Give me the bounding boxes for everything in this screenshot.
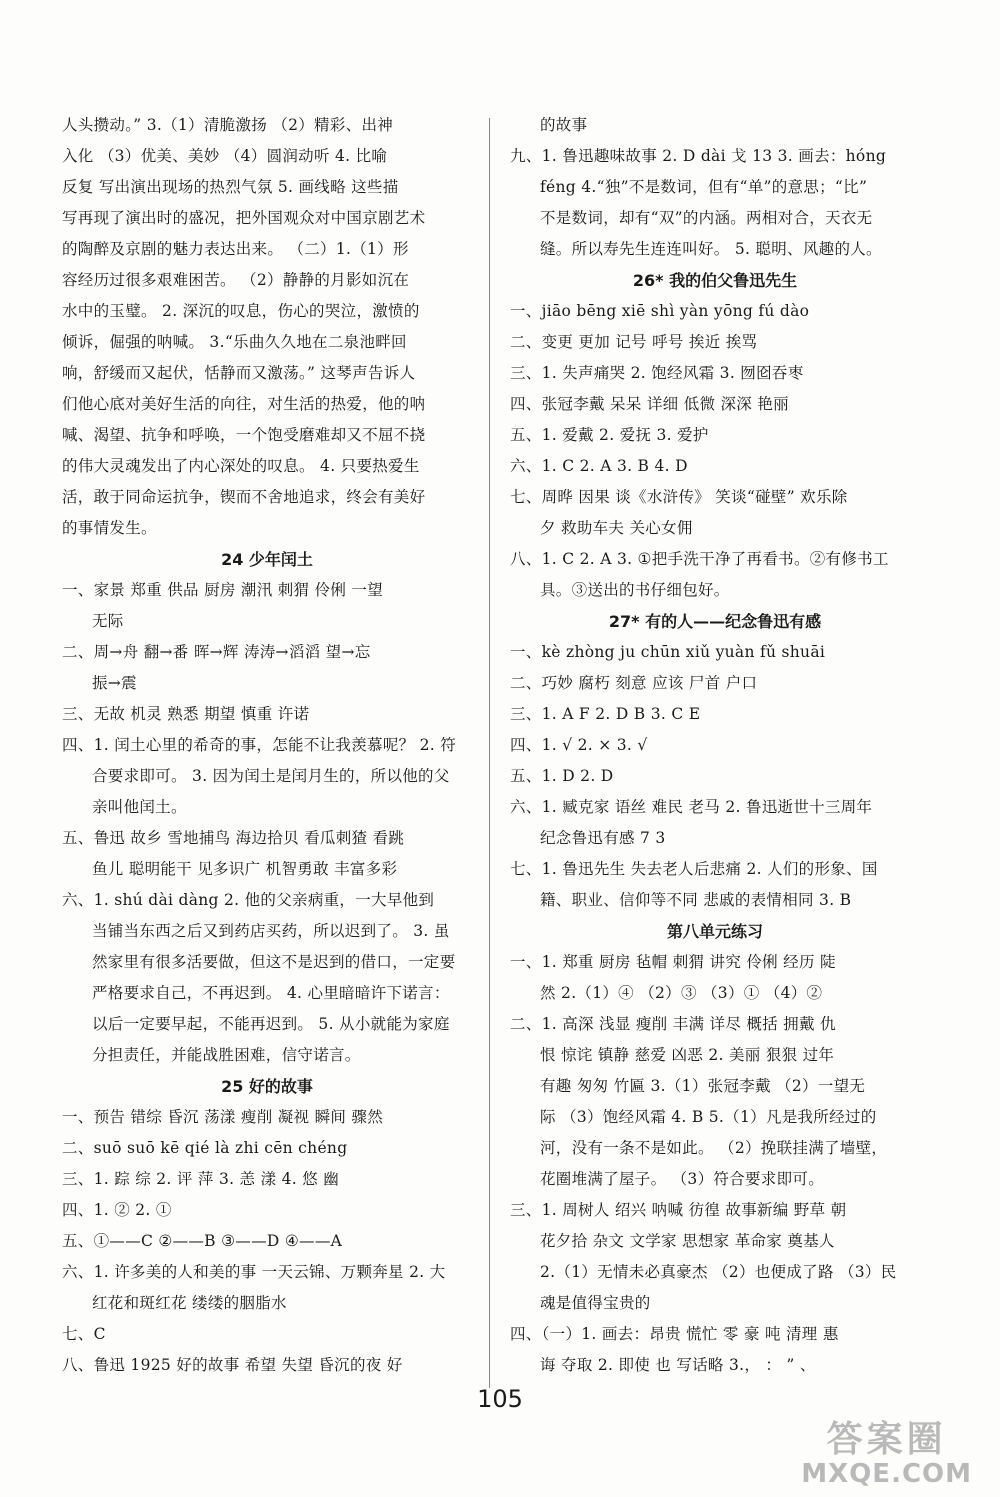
answer-line: féng 4.“独”不是数词，但有“单”的意思；“比” <box>540 178 868 196</box>
watermark-text-url: MXQE.COM <box>801 1459 972 1489</box>
page-number: 105 <box>477 1385 523 1413</box>
answer-line: 诲 夺取 2. 即使 也 写话略 3.， ： ” 、 <box>540 1356 816 1374</box>
watermark-text-cn: 答案圈 <box>826 1419 947 1460</box>
answer-line: 四、1. 闰土心里的希奇的事，怎能不让我羡慕呢？ 2. 符 <box>62 736 457 754</box>
answer-line: 振→震 <box>92 674 137 692</box>
answer-line: 具。③送出的书仔细包好。 <box>540 581 730 599</box>
answer-line: 一、jiāo bēng xiē shì yàn yōng fú dào <box>510 302 810 320</box>
answer-line: 容经历过很多艰难困苦。 （2）静静的月影如沉在 <box>62 271 410 289</box>
answer-line: 四、张冠李戴 呆呆 详细 低微 深深 艳丽 <box>510 395 789 413</box>
answer-line: 六、1. 臧克家 语丝 难民 老马 2. 鲁迅逝世十三周年 <box>510 798 873 816</box>
answer-line: 鱼儿 聪明能干 见多识广 机智勇敢 丰富多彩 <box>92 860 398 878</box>
answer-line: 六、1. 许多美的人和美的事 一天云锦、万颗奔星 2. 大 <box>62 1263 446 1281</box>
answer-line: 合要求即可。 3. 因为闰土是闰月生的，所以他的父 <box>92 767 450 785</box>
answer-line: 以后一定要早起，不能再迟到。 5. 从小就能为家庭 <box>92 1015 450 1033</box>
answer-line: 四、（一）1. 画去：昂贵 慌忙 零 豪 吨 清理 惠 <box>510 1325 839 1343</box>
answer-line: 响，舒缓而又起伏，恬静而又激荡。” 这琴声告诉人 <box>62 364 416 382</box>
answer-line: 水中的玉璧。 2. 深沉的叹息，伤心的哭泣，激愤的 <box>62 302 420 320</box>
answer-line: 七、C <box>62 1325 106 1343</box>
answer-line: 花夕拾 杂文 文学家 思想家 革命家 奠基人 <box>540 1232 835 1250</box>
answer-line: 九、1. 鲁迅趣味故事 2. D dài 戈 13 3. 画去：hóng <box>510 147 887 165</box>
answer-line: 三、1. 失声痛哭 2. 饱经风霜 3. 囫囵吞枣 <box>510 364 804 382</box>
answer-line: 活，敢于同命运抗争，锲而不舍地追求，终会有美好 <box>62 488 426 506</box>
answer-line: 五、1. D 2. D <box>510 767 614 785</box>
answer-line: 的陶醉及京剧的魅力表达出来。 （二）1.（1）形 <box>62 240 409 258</box>
answer-line: 不是数词，却有“双”的内涵。两相对合，天衣无 <box>540 209 873 227</box>
answer-line: 然家里有很多活要做，但这不是迟到的借口，一定要 <box>92 953 456 971</box>
answer-line: 三、1. A F 2. D B 3. C E <box>510 705 701 723</box>
answer-line: 河，没有一条不是如此。 （2）挽联挂满了墙壁， <box>540 1139 888 1157</box>
column-divider <box>489 118 490 1388</box>
answer-line: 八、1. C 2. A 3. ①把手洗干净了再看书。②有修书工 <box>510 550 889 568</box>
answer-line: 七、周晔 因果 谈《水浒传》 笑谈“碰壁” 欢乐除 <box>510 488 848 506</box>
answer-line: 的故事 <box>540 116 588 134</box>
answer-line: 红花和斑红花 缕缕的胭脂水 <box>92 1294 287 1312</box>
answer-line: 严格要求自己，不再迟到。 4. 心里暗暗许下诺言： <box>92 984 450 1002</box>
answer-line: 一、预告 错综 昏沉 荡漾 瘦削 凝视 瞬间 骤然 <box>62 1108 383 1126</box>
answer-line: 三、无故 机灵 熟悉 期望 慎重 许诺 <box>62 705 310 723</box>
answer-line: 一、1. 郑重 厨房 毡帽 刺猬 讲究 伶俐 经历 陡 <box>510 953 836 971</box>
answer-line: 恨 惊诧 镇静 慈爱 凶恶 2. 美丽 狠狠 过年 <box>540 1046 835 1064</box>
section-heading: 第八单元练习 <box>666 922 763 941</box>
answer-line: 然 2.（1）④ （2）③ （3）① （4）② <box>540 984 823 1002</box>
answer-line: 际 （3）饱经风霜 4. B 5.（1）凡是我所经过的 <box>540 1108 877 1126</box>
answer-line: 花圈堆满了屋子。 （3）符合要求即可。 <box>540 1170 824 1188</box>
answer-line: 五、①——C ②——B ③——D ④——A <box>62 1232 343 1250</box>
answer-line: 无际 <box>92 612 124 630</box>
answer-line: 魂是值得宝贵的 <box>540 1294 651 1312</box>
answer-line: 有趣 匆匆 竹匾 3.（1）张冠李戴 （2）一望无 <box>540 1077 866 1095</box>
answer-line: 二、1. 高深 浅显 瘦削 丰满 详尽 概括 拥戴 仇 <box>510 1015 836 1033</box>
section-heading: 24 少年闰土 <box>221 550 313 569</box>
answer-line: 人头攒动。” 3.（1）清脆激扬 （2）精彩、出神 <box>62 116 394 134</box>
answer-line: 写再现了演出时的盛况，把外国观众对中国京剧艺术 <box>62 209 426 227</box>
answer-line: 二、巧妙 腐朽 刻意 应该 尸首 户口 <box>510 674 758 692</box>
answer-line: 二、周→舟 翻→番 晖→辉 涛涛→滔滔 望→忘 <box>62 643 371 661</box>
section-heading: 27* 有的人——纪念鲁迅有感 <box>608 612 822 631</box>
right-column <box>510 110 920 1381</box>
answer-line: 六、1. C 2. A 3. B 4. D <box>510 457 688 475</box>
watermark-logo <box>801 1420 972 1488</box>
answer-line: 们他心底对美好生活的向往，对生活的热爱，他的呐 <box>62 395 426 413</box>
answer-line: 二、suō suō kē qié là zhi cēn chéng <box>62 1139 348 1157</box>
answer-line: 亲叫他闰土。 <box>92 798 187 816</box>
answer-line: 一、家景 郑重 供品 厨房 潮汛 刺猬 伶俐 一望 <box>62 581 383 599</box>
answer-line: 八、鲁迅 1925 好的故事 希望 失望 昏沉的夜 好 <box>62 1356 403 1374</box>
answer-line: 七、1. 鲁迅先生 失去老人后悲痛 2. 人们的形象、国 <box>510 860 878 878</box>
answer-line: 夕 救助车夫 关心女佣 <box>540 519 693 537</box>
section-heading: 25 好的故事 <box>221 1077 313 1096</box>
answer-line: 纪念鲁迅有感 7 3 <box>540 829 666 847</box>
answer-line: 五、鲁迅 故乡 雪地捕鸟 海边拾贝 看瓜刺猹 看跳 <box>62 829 405 847</box>
answer-line: 2.（1）无情未必真豪杰 （2）也便成了路 （3）民 <box>540 1263 897 1281</box>
answer-line: 二、变更 更加 记号 呼号 挨近 挨骂 <box>510 333 758 351</box>
answer-line: 入化 （3）优美、美妙 （4）圆润动听 4. 比喻 <box>62 147 388 165</box>
answer-line: 四、1. ② 2. ① <box>62 1201 172 1219</box>
answer-line: 三、1. 踪 综 2. 评 萍 3. 恙 漾 4. 悠 幽 <box>62 1170 340 1188</box>
answer-line: 五、1. 爱戴 2. 爱抚 3. 爱护 <box>510 426 709 444</box>
answer-line: 喊、渴望、抗争和呼唤，一个饱受磨难却又不屈不挠 <box>62 426 426 444</box>
answer-line: 三、1. 周树人 绍兴 呐喊 彷徨 故事新编 野草 朝 <box>510 1201 847 1219</box>
answer-line: 四、1. √ 2. × 3. √ <box>510 736 648 754</box>
answer-line: 的伟大灵魂发出了内心深处的叹息。 4. 只要热爱生 <box>62 457 420 475</box>
answer-line: 倾诉，倔强的呐喊。 3.“乐曲久久地在二泉池畔回 <box>62 333 407 351</box>
section-heading: 26* 我的伯父鲁迅先生 <box>632 271 798 290</box>
answer-line: 的事情发生。 <box>62 519 157 537</box>
answer-line: 分担责任，并能战胜困难，信守诺言。 <box>92 1046 361 1064</box>
answer-line: 缝。所以寿先生连连叫好。 5. 聪明、风趣的人。 <box>540 240 882 258</box>
answer-line: 反复 写出演出现场的热烈气氛 5. 画线略 这些描 <box>62 178 399 196</box>
left-column <box>62 110 472 1381</box>
answer-line: 一、kè zhòng ju chūn xiǔ yuàn fǔ shuāi <box>510 643 826 661</box>
answer-line: 六、1. shú dài dàng 2. 他的父亲病重，一大早他到 <box>62 891 435 909</box>
answer-line: 当铺当东西之后又到药店买药，所以迟到了。 3. 虽 <box>92 922 450 940</box>
answer-line: 籍、职业、信仰等不同 悲戚的表情相同 3. B <box>540 891 852 909</box>
